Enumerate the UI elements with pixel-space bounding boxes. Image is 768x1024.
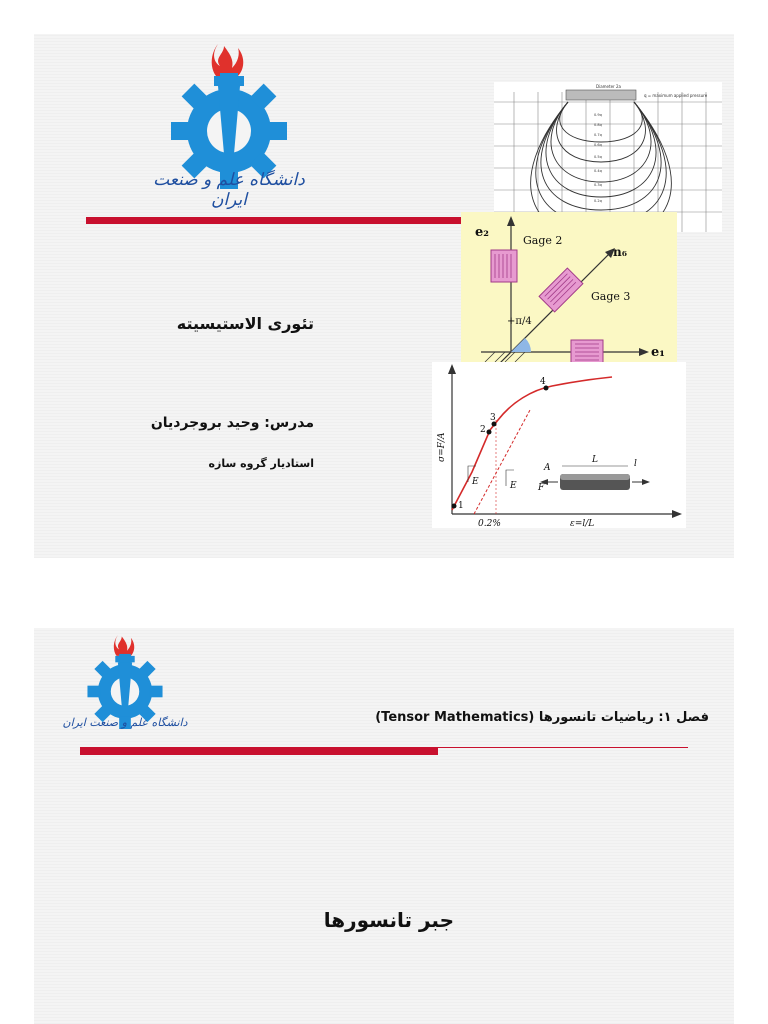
contact-stress-figure [494,82,722,232]
offset-label: 0.2% [478,519,501,528]
axis-n6-label: n₆ [613,245,627,259]
contour-label: 0.5q [594,155,602,159]
strain-gage-figure [461,212,677,384]
modulus-label: E [510,481,517,491]
slide-title: جبر تانسورها [323,908,454,932]
axis-e1-label: e₁ [651,345,665,360]
university-name: دانشگاه علم و صنعت ایران [153,170,305,210]
gage-2-icon [491,250,517,282]
axis-e2-label: e₂ [475,225,489,240]
contour-label: 0.4q [594,169,602,173]
university-logo [144,36,314,210]
instructor-position: استادیار گروه سازه [208,457,314,470]
contour-label: 0.2q [594,199,602,203]
slide-1 [34,34,734,558]
stress-strain-figure [432,362,686,528]
bar-area-label: A [544,463,551,473]
chapter-header: فصل ۱: ریاضیات تانسورها (Tensor Mathematics) [375,710,709,725]
slide-2 [34,628,734,1024]
y-axis-label: σ=F/A [437,432,447,462]
contour-label: 0.6q [594,143,602,147]
header-red-bar [80,747,438,755]
contact-pressure-label: q = maximum applied pressure [644,93,708,98]
title-divider [86,217,461,224]
instructor-name: مدرس: وحید بروجردیان [150,415,314,431]
point-label: 4 [540,377,546,387]
contour-label: 0.3q [594,183,602,187]
x-axis-label: ε=l/L [570,519,595,528]
angle-label: +π/4 [507,316,532,327]
contour-label: 0.7q [594,133,602,137]
point-label: 1 [458,501,464,511]
course-title: تئوری الاستیسیته [176,314,314,333]
contact-header-label: Diameter 2a [596,84,621,89]
gage-2-label: Gage 2 [523,234,563,247]
point-label: 3 [490,413,496,423]
gage-3-icon [539,268,583,312]
university-name-small: دانشگاه علم و صنعت ایران [62,716,188,729]
contour-label: 0.9q [594,113,602,117]
point-label: 2 [480,425,486,435]
bar-length-label: L [592,455,598,465]
contour-label: 0.8q [594,123,602,127]
bar-elongation-label: l [634,459,637,469]
bar-force-label: F [538,483,545,493]
gage-3-label: Gage 3 [591,290,631,303]
gage-1-icon [571,340,603,364]
modulus-label: E [472,477,479,487]
university-logo-small [62,630,188,740]
